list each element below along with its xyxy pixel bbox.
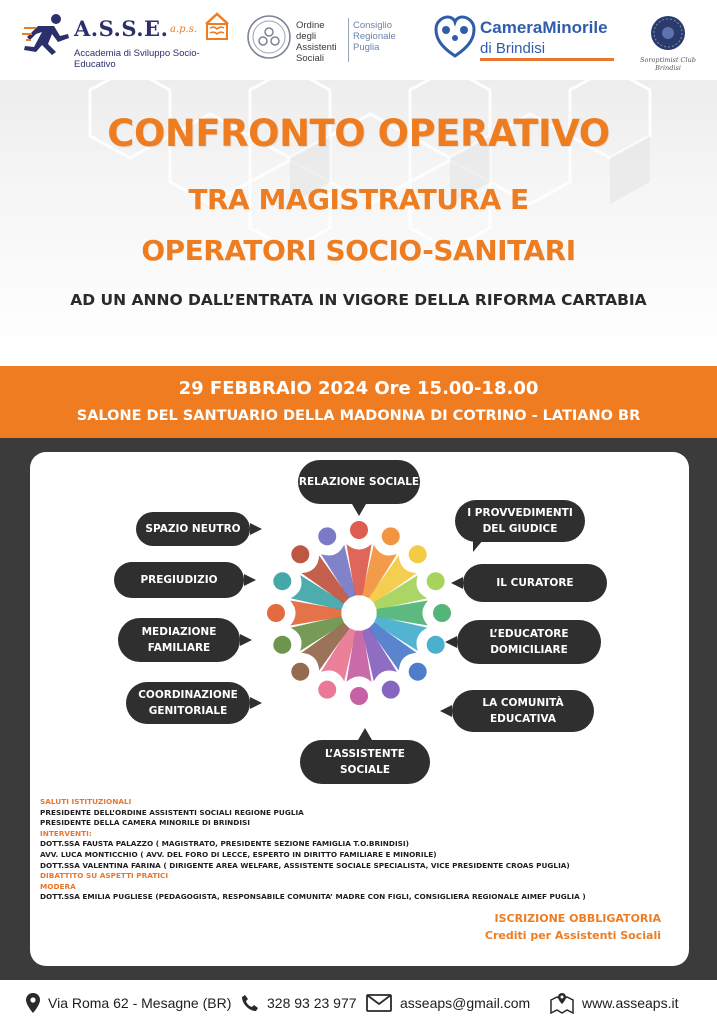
saluti-item: PRESIDENTE DELLA CAMERA MINORILE DI BRINDISI xyxy=(40,818,251,828)
topic-mediazione: MEDIAZIONE FAMILIARE xyxy=(118,618,240,662)
footer-phone[interactable] xyxy=(241,992,357,1014)
intervento-item: DOTT.SSA VALENTINA FARINA ( DIRIGENTE AREA WELFARE, ASSISTENTE SOCIALE SPECIALISTA, VICE PRESIDENTE CROAS PUGLIA) xyxy=(40,860,570,870)
registration-required: ISCRIZIONE OBBLIGATORIA xyxy=(494,912,661,925)
contact-footer xyxy=(0,980,717,1024)
runner-icon xyxy=(22,12,72,56)
circle-center xyxy=(343,597,375,629)
topic-curatore: IL CURATORE xyxy=(463,564,607,602)
asse-logo xyxy=(22,10,227,70)
address-text: Via Roma 62 - Mesagne (BR) xyxy=(48,995,232,1011)
camera-minorile-logo xyxy=(434,10,624,66)
program-section xyxy=(0,438,717,980)
ordine-text: Ordine degli Assistenti Sociali xyxy=(296,20,337,64)
dibattito-heading: DIBATTITO SU ASPETTI PRATICI xyxy=(40,871,169,881)
book-house-icon xyxy=(204,12,230,42)
email-text: asseaps@gmail.com xyxy=(400,995,531,1011)
logo-header xyxy=(0,0,717,80)
phone-icon xyxy=(241,994,259,1012)
saluti-item: PRESIDENTE DELL’ORDINE ASSISTENTI SOCIALI REGIONE PUGLIA xyxy=(40,807,304,817)
registration-note xyxy=(485,910,661,944)
topic-spazio-neutro: SPAZIO NEUTRO xyxy=(136,512,250,546)
program-card xyxy=(30,452,689,966)
ordine-seal-icon xyxy=(246,14,292,60)
modera-heading: MODERA xyxy=(40,881,76,891)
camera-city: di Brindisi xyxy=(480,40,546,57)
ordine-logo xyxy=(246,14,416,68)
footer-address xyxy=(26,992,231,1014)
club-caption: Soroptimist Club Brindisi xyxy=(640,56,696,72)
camera-name: CameraMinorile xyxy=(480,18,608,37)
topic-relazione-sociale: RELAZIONE SOCIALE xyxy=(298,460,420,504)
subtitle: AD UN ANNO DALL’ENTRATA IN VIGORE DELLA RIFORMA CARTABIA xyxy=(70,291,647,309)
footer-website[interactable] xyxy=(550,992,678,1014)
ordine-subtext: Consiglio Regionale Puglia xyxy=(353,20,396,53)
asse-subtitle: Accademia di Sviluppo Socio-Educativo xyxy=(74,48,200,70)
saluti-heading: SALUTI ISTITUZIONALI xyxy=(40,797,132,806)
moderatore-item: DOTT.SSA EMILIA PUGLIESE (PEDAGOGISTA, RESPONSABILE COMUNITA’ MADRE CON FIGLI, CONSIGLIERA REGIONALE AIMEF PUGLIA ) xyxy=(40,892,586,902)
camera-underline xyxy=(480,58,614,61)
intervento-item: AVV. LUCA MONTICCHIO ( AVV. DEL FORO DI LECCE, ESPERTO IN DIRITTO FAMILIARE E MINORILE) xyxy=(40,849,437,859)
title-line-1: CONFRONTO OPERATIVO xyxy=(107,112,610,155)
topic-coordinazione: COORDINAZIONE GENITORIALE xyxy=(126,682,250,724)
registration-credits: Crediti per Assistenti Sociali xyxy=(484,929,661,942)
event-location: SALONE DEL SANTUARIO DELLA MADONNA DI COTRINO - LATIANO BR xyxy=(76,408,641,424)
topic-pregiudizio: PREGIUDIZIO xyxy=(114,562,244,598)
title-section xyxy=(0,80,717,366)
website-text: www.asseaps.it xyxy=(582,995,679,1011)
event-date-time: 29 FEBBRAIO 2024 Ore 15.00-18.00 xyxy=(178,378,539,399)
club-emblem-icon xyxy=(640,12,696,56)
club-logo xyxy=(640,12,696,72)
title-line-3: OPERATORI SOCIO-SANITARI xyxy=(141,234,576,267)
envelope-icon xyxy=(366,994,392,1012)
interventi-heading: INTERVENTI: xyxy=(40,828,92,838)
title-line-2: TRA MAGISTRATURA E xyxy=(188,183,529,216)
program-text xyxy=(40,797,680,903)
phone-text: 328 93 23 977 xyxy=(267,995,357,1011)
ordine-divider xyxy=(348,18,349,62)
topic-assistente: L’ASSISTENTE SOCIALE xyxy=(300,740,430,784)
asse-suffix: a.p.s. xyxy=(170,24,198,35)
people-circle-illustration xyxy=(264,518,454,708)
intervento-item: DOTT.SSA FAUSTA PALAZZO ( MAGISTRATO, PRESIDENTE SEZIONE FAMIGLIA T.O.BRINDISI) xyxy=(40,839,409,849)
map-location-icon xyxy=(550,992,574,1014)
family-heart-icon xyxy=(434,14,476,60)
event-band xyxy=(0,366,717,438)
topic-comunita: LA COMUNITÀ EDUCATIVA xyxy=(452,690,594,732)
topic-provvedimenti: I PROVVEDIMENTI DEL GIUDICE xyxy=(455,500,585,542)
footer-email[interactable] xyxy=(366,992,530,1014)
asse-name: A.S.S.E. xyxy=(74,16,169,41)
topic-educatore: L’EDUCATORE DOMICILIARE xyxy=(457,620,601,664)
location-pin-icon xyxy=(26,993,40,1013)
